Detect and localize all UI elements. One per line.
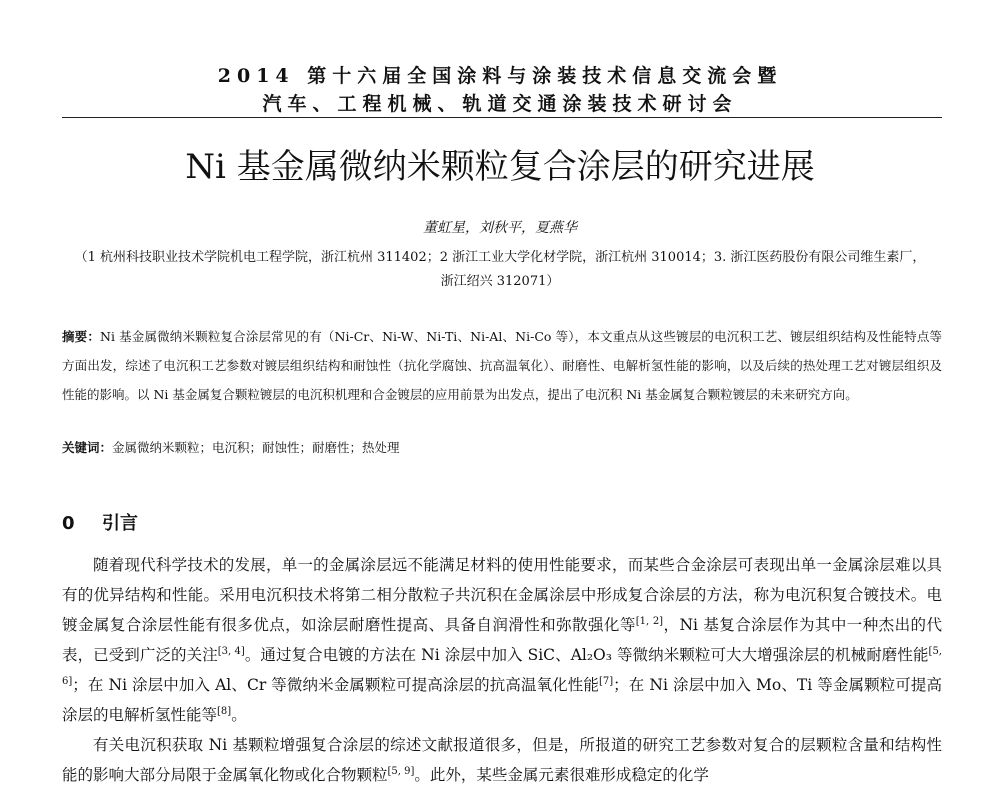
paragraph-text: 。通过复合电镀的方法在 Ni 涂层中加入 SiC、Al₂O₃ 等微纳米颗粒可大大增强涂层的机械耐磨性能	[244, 646, 929, 664]
paragraph-text: ，Ni 基复合涂层作为其中一种杰出的代表，已受到广泛的关注	[62, 616, 942, 664]
paragraph-text: 。	[231, 706, 247, 724]
paragraph-text: 有关电沉积获取 Ni 基颗粒增强复合涂层的综述文献报道很多，但是，所报道的研究工艺参数对复合的层颗粒含量和结构性能的影响大部分局限于金属氧化物或化合物颗粒	[62, 736, 942, 784]
citation: [5, 9]	[387, 765, 415, 777]
section-title: 引言	[102, 513, 138, 534]
abstract-text: Ni 基金属微纳米颗粒复合涂层常见的有（Ni-Cr、Ni-W、Ni-Ti、Ni-Al、Ni-Co 等），本文重点从这些镀层的电沉积工艺、镀层组织结构及性能特点等方面出发，综述了电沉积工艺参数对镀层组织结构和耐蚀性（抗化学腐蚀、抗高温氧化）、耐磨性、电解析氢性能的影响，以及后续的热处理工艺对镀层组织及性能的影响。以 Ni 基金属复合颗粒镀层的电沉积机理和合金镀层的应用前景为出发点，提出了电沉积 Ni 基金属复合颗粒镀层的未来研究方向。	[62, 329, 942, 402]
author-list: 董虹星，刘秋平，夏燕华	[423, 220, 577, 236]
body-text	[62, 550, 942, 790]
section-heading	[62, 512, 942, 536]
paragraph	[62, 730, 942, 790]
citation: [3, 4]	[217, 645, 245, 657]
abstract-label: 摘要：	[62, 329, 101, 344]
citation: [5, 6]	[62, 645, 942, 687]
header-rule	[62, 117, 942, 118]
paragraph	[62, 550, 942, 730]
abstract	[62, 322, 942, 409]
citation: [8]	[217, 705, 232, 717]
citation: [7]	[599, 675, 614, 687]
keywords-label: 关键词：	[62, 440, 113, 455]
citation: [1, 2]	[635, 615, 664, 627]
conference-title-line1: 2014 第十六届全国涂料与涂装技术信息交流会暨	[217, 65, 783, 87]
section-number: 0	[62, 513, 75, 534]
paragraph-text: 随着现代科学技术的发展，单一的金属涂层远不能满足材料的使用性能要求，而某些合金涂层可表现出单一金属涂层难以具有的优异结构和性能。采用电沉积技术将第二相分散粒子共沉积在金属涂层中形成复合涂层的方法，称为电沉积复合镀技术。电镀金属复合涂层性能有很多优点，如涂层耐磨性提高、具备自润滑性和弥散强化等	[62, 556, 942, 634]
paragraph-text: ；在 Ni 涂层中加入 Al、Cr 等微纳米金属颗粒可提高涂层的抗高温氧化性能	[72, 676, 599, 694]
paragraph-text: 。此外，某些金属元素很难形成稳定的化学	[414, 766, 709, 784]
paper-title: Ni 基金属微纳米颗粒复合涂层的研究进展	[185, 147, 815, 187]
conference-title	[0, 62, 1000, 118]
affiliations: （1 杭州科技职业技术学院机电工程学院，浙江杭州 311402；2 浙江工业大学化材学院，浙江杭州 310014；3. 浙江医药股份有限公司维生素厂，浙江绍兴 312071）	[74, 250, 926, 289]
keywords	[62, 438, 942, 458]
keywords-text: 金属微纳米颗粒；电沉积；耐蚀性；耐磨性；热处理	[112, 440, 400, 455]
conference-title-line2: 汽车、工程机械、轨道交通涂装技术研讨会	[262, 93, 738, 115]
paragraph-text: ；在 Ni 涂层中加入 Mo、Ti 等金属颗粒可提高涂层的电解析氢性能等	[62, 676, 943, 724]
